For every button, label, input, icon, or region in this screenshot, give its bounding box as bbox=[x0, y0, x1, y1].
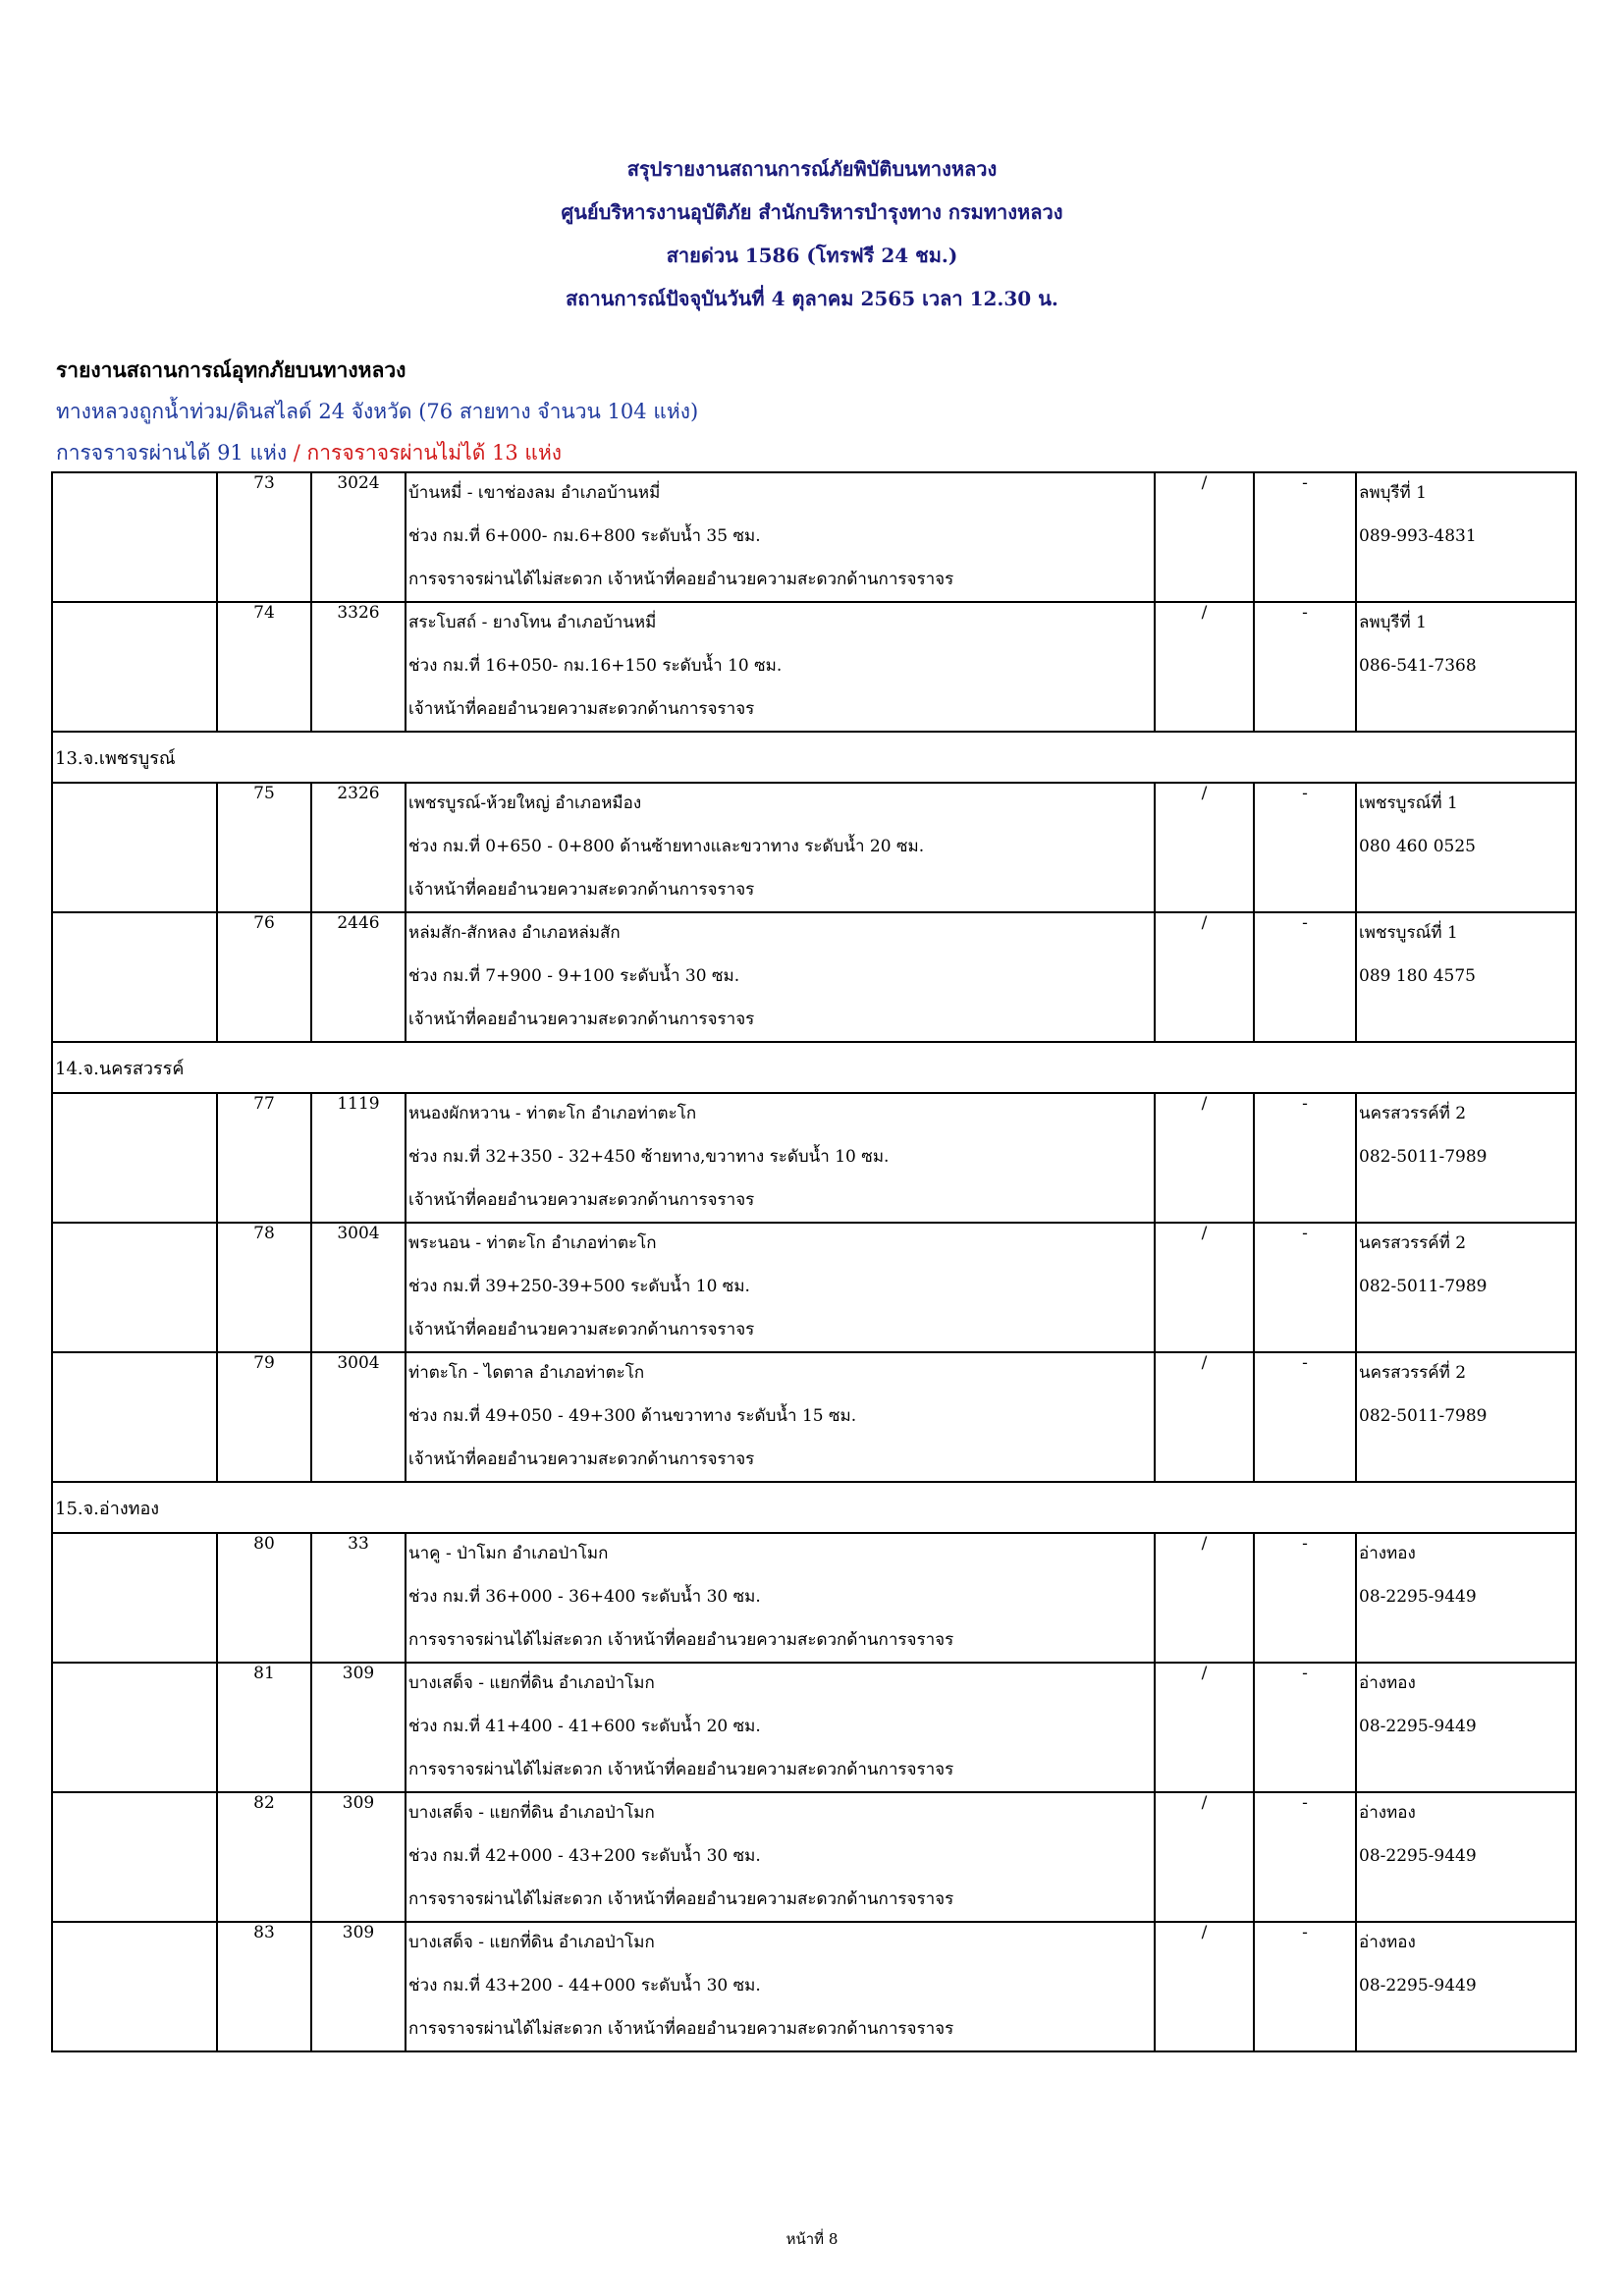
flood-report-table bbox=[51, 471, 1577, 2052]
location-description bbox=[406, 912, 1155, 1042]
contact-cell bbox=[1356, 472, 1576, 602]
impassable-count: / การจราจรผ่านไม่ได้ 13 แห่ง bbox=[287, 441, 563, 465]
route-number: 309 bbox=[311, 1663, 406, 1792]
section-title: รายงานสถานการณ์อุทกภัยบนทางหลวง bbox=[56, 357, 406, 382]
blank-cell bbox=[52, 1663, 217, 1792]
traffic-summary bbox=[56, 432, 698, 473]
location-description bbox=[406, 1352, 1155, 1482]
description-line: การจราจรผ่านได้ไม่สะดวก เจ้าหน้าที่คอยอำนวยความสะดวกด้านการจราจร bbox=[408, 1630, 954, 1650]
description-line: ช่วง กม.ที่ 6+000- กม.6+800 ระดับน้ำ 35 ซม. bbox=[408, 526, 761, 546]
office-name: นครสวรรค์ที่ 2 bbox=[1359, 1363, 1467, 1383]
description-line: การจราจรผ่านได้ไม่สะดวก เจ้าหน้าที่คอยอำนวยความสะดวกด้านการจราจร bbox=[408, 1889, 954, 1909]
contact-cell bbox=[1356, 602, 1576, 732]
description-line: บางเสด็จ - แยกที่ดิน อำเภอป่าโมก bbox=[408, 1933, 655, 1952]
description-line: เจ้าหน้าที่คอยอำนวยความสะดวกด้านการจราจร bbox=[408, 699, 755, 719]
description-line: เจ้าหน้าที่คอยอำนวยความสะดวกด้านการจราจร bbox=[408, 1320, 755, 1339]
office-name: นครสวรรค์ที่ 2 bbox=[1359, 1233, 1467, 1253]
table-row bbox=[52, 1922, 1576, 2051]
report-intro bbox=[56, 350, 698, 473]
route-number: 309 bbox=[311, 1922, 406, 2051]
blocked-mark: - bbox=[1254, 602, 1356, 732]
description-line: พระนอน - ท่าตะโก อำเภอท่าตะโก bbox=[408, 1233, 657, 1253]
phone-number: 086-541-7368 bbox=[1359, 656, 1477, 676]
item-number: 74 bbox=[217, 602, 311, 732]
blocked-mark: - bbox=[1254, 1663, 1356, 1792]
description-line: หนองผักหวาน - ท่าตะโก อำเภอท่าตะโก bbox=[408, 1104, 697, 1123]
contact-cell bbox=[1356, 912, 1576, 1042]
route-number: 3004 bbox=[311, 1223, 406, 1352]
office-name: ลพบุรีที่ 1 bbox=[1359, 613, 1427, 632]
description-line: เพชรบูรณ์-ห้วยใหญ่ อำเภอหมือง bbox=[408, 793, 642, 813]
description-line: ช่วง กม.ที่ 7+900 - 9+100 ระดับน้ำ 30 ซม. bbox=[408, 966, 740, 986]
passable-mark: / bbox=[1155, 1352, 1254, 1482]
blank-cell bbox=[52, 912, 217, 1042]
office-name: เพชรบูรณ์ที่ 1 bbox=[1359, 793, 1458, 813]
item-number: 82 bbox=[217, 1792, 311, 1922]
description-line: ช่วง กม.ที่ 39+250-39+500 ระดับน้ำ 10 ซม. bbox=[408, 1277, 750, 1296]
description-line: บางเสด็จ - แยกที่ดิน อำเภอป่าโมก bbox=[408, 1673, 655, 1693]
office-name: อ่างทอง bbox=[1359, 1544, 1416, 1563]
route-number: 309 bbox=[311, 1792, 406, 1922]
passable-mark: / bbox=[1155, 1663, 1254, 1792]
description-line: หล่มสัก-สักหลง อำเภอหล่มสัก bbox=[408, 923, 621, 943]
passable-mark: / bbox=[1155, 912, 1254, 1042]
passable-mark: / bbox=[1155, 1533, 1254, 1663]
province-label: 15.จ.อ่างทอง bbox=[52, 1482, 1576, 1533]
contact-cell bbox=[1356, 1663, 1576, 1792]
item-number: 76 bbox=[217, 912, 311, 1042]
location-description bbox=[406, 1533, 1155, 1663]
blank-cell bbox=[52, 1922, 217, 2051]
report-timestamp: สถานการณ์ปัจจุบันวันที่ 4 ตุลาคม 2565 เวลา 12.30 น. bbox=[566, 287, 1058, 310]
item-number: 75 bbox=[217, 783, 311, 912]
province-row bbox=[52, 732, 1576, 783]
page-number: หน้าที่ 8 bbox=[785, 2230, 839, 2248]
blank-cell bbox=[52, 1093, 217, 1223]
office-name: อ่างทอง bbox=[1359, 1933, 1416, 1952]
route-number: 3326 bbox=[311, 602, 406, 732]
contact-cell bbox=[1356, 1533, 1576, 1663]
phone-number: 089-993-4831 bbox=[1359, 526, 1477, 546]
description-line: ช่วง กม.ที่ 42+000 - 43+200 ระดับน้ำ 30 ซม. bbox=[408, 1846, 761, 1866]
description-line: การจราจรผ่านได้ไม่สะดวก เจ้าหน้าที่คอยอำนวยความสะดวกด้านการจราจร bbox=[408, 1760, 954, 1779]
description-line: การจราจรผ่านได้ไม่สะดวก เจ้าหน้าที่คอยอำนวยความสะดวกด้านการจราจร bbox=[408, 2019, 954, 2039]
route-number: 2326 bbox=[311, 783, 406, 912]
description-line: เจ้าหน้าที่คอยอำนวยความสะดวกด้านการจราจร bbox=[408, 1010, 755, 1029]
phone-number: 08-2295-9449 bbox=[1359, 1587, 1477, 1607]
office-name: นครสวรรค์ที่ 2 bbox=[1359, 1104, 1467, 1123]
blank-cell bbox=[52, 1352, 217, 1482]
location-description bbox=[406, 602, 1155, 732]
province-row bbox=[52, 1042, 1576, 1093]
table-row bbox=[52, 1533, 1576, 1663]
flood-summary: ทางหลวงถูกน้ำท่วม/ดินสไลด์ 24 จังหวัด (76 สายทาง จำนวน 104 แห่ง) bbox=[56, 400, 699, 423]
contact-cell bbox=[1356, 1352, 1576, 1482]
description-line: เจ้าหน้าที่คอยอำนวยความสะดวกด้านการจราจร bbox=[408, 1449, 755, 1469]
item-number: 83 bbox=[217, 1922, 311, 2051]
phone-number: 08-2295-9449 bbox=[1359, 1976, 1477, 1995]
blank-cell bbox=[52, 1223, 217, 1352]
item-number: 79 bbox=[217, 1352, 311, 1482]
description-line: นาคู - ป่าโมก อำเภอป่าโมก bbox=[408, 1544, 609, 1563]
passable-count: การจราจรผ่านได้ 91 แห่ง bbox=[56, 441, 288, 465]
phone-number: 082-5011-7989 bbox=[1359, 1147, 1488, 1167]
phone-number: 08-2295-9449 bbox=[1359, 1846, 1477, 1866]
table-row bbox=[52, 783, 1576, 912]
office-name: ลพบุรีที่ 1 bbox=[1359, 483, 1427, 503]
phone-number: 089 180 4575 bbox=[1359, 966, 1476, 986]
passable-mark: / bbox=[1155, 472, 1254, 602]
table-row bbox=[52, 1093, 1576, 1223]
phone-number: 082-5011-7989 bbox=[1359, 1277, 1488, 1296]
blocked-mark: - bbox=[1254, 1792, 1356, 1922]
passable-mark: / bbox=[1155, 1922, 1254, 2051]
description-line: ช่วง กม.ที่ 32+350 - 32+450 ซ้ายทาง,ขวาทาง ระดับน้ำ 10 ซม. bbox=[408, 1147, 890, 1167]
item-number: 77 bbox=[217, 1093, 311, 1223]
report-agency: ศูนย์บริหารงานอุบัติภัย สำนักบริหารบำรุงทาง กรมทางหลวง bbox=[561, 200, 1063, 224]
blocked-mark: - bbox=[1254, 1533, 1356, 1663]
office-name: อ่างทอง bbox=[1359, 1803, 1416, 1823]
province-label: 13.จ.เพชรบูรณ์ bbox=[52, 732, 1576, 783]
description-line: บ้านหมี่ - เขาช่องลม อำเภอบ้านหมี่ bbox=[408, 483, 661, 503]
blank-cell bbox=[52, 472, 217, 602]
description-line: ช่วง กม.ที่ 41+400 - 41+600 ระดับน้ำ 20 ซม. bbox=[408, 1717, 761, 1736]
blocked-mark: - bbox=[1254, 1352, 1356, 1482]
location-description bbox=[406, 783, 1155, 912]
location-description bbox=[406, 1792, 1155, 1922]
description-line: เจ้าหน้าที่คอยอำนวยความสะดวกด้านการจราจร bbox=[408, 1190, 755, 1210]
description-line: ช่วง กม.ที่ 16+050- กม.16+150 ระดับน้ำ 10 ซม. bbox=[408, 656, 783, 676]
contact-cell bbox=[1356, 1792, 1576, 1922]
location-description bbox=[406, 1093, 1155, 1223]
table-row bbox=[52, 1792, 1576, 1922]
blocked-mark: - bbox=[1254, 783, 1356, 912]
item-number: 78 bbox=[217, 1223, 311, 1352]
route-number: 2446 bbox=[311, 912, 406, 1042]
item-number: 73 bbox=[217, 472, 311, 602]
passable-mark: / bbox=[1155, 783, 1254, 912]
contact-cell bbox=[1356, 1922, 1576, 2051]
blocked-mark: - bbox=[1254, 1922, 1356, 2051]
description-line: ช่วง กม.ที่ 36+000 - 36+400 ระดับน้ำ 30 ซม. bbox=[408, 1587, 761, 1607]
phone-number: 08-2295-9449 bbox=[1359, 1717, 1477, 1736]
location-description bbox=[406, 472, 1155, 602]
description-line: ช่วง กม.ที่ 49+050 - 49+300 ด้านขวาทาง ระดับน้ำ 15 ซม. bbox=[408, 1406, 857, 1426]
description-line: สระโบสถ์ - ยางโทน อำเภอบ้านหมี่ bbox=[408, 613, 657, 632]
table-row bbox=[52, 472, 1576, 602]
contact-cell bbox=[1356, 783, 1576, 912]
route-number: 1119 bbox=[311, 1093, 406, 1223]
blocked-mark: - bbox=[1254, 472, 1356, 602]
location-description bbox=[406, 1223, 1155, 1352]
report-header bbox=[0, 147, 1624, 320]
table-row bbox=[52, 1663, 1576, 1792]
description-line: ช่วง กม.ที่ 43+200 - 44+000 ระดับน้ำ 30 ซม. bbox=[408, 1976, 761, 1995]
office-name: เพชรบูรณ์ที่ 1 bbox=[1359, 923, 1458, 943]
table-row bbox=[52, 1352, 1576, 1482]
blank-cell bbox=[52, 1792, 217, 1922]
office-name: อ่างทอง bbox=[1359, 1673, 1416, 1693]
description-line: การจราจรผ่านได้ไม่สะดวก เจ้าหน้าที่คอยอำนวยความสะดวกด้านการจราจร bbox=[408, 570, 954, 589]
passable-mark: / bbox=[1155, 602, 1254, 732]
phone-number: 082-5011-7989 bbox=[1359, 1406, 1488, 1426]
item-number: 81 bbox=[217, 1663, 311, 1792]
passable-mark: / bbox=[1155, 1223, 1254, 1352]
description-line: บางเสด็จ - แยกที่ดิน อำเภอป่าโมก bbox=[408, 1803, 655, 1823]
table-row bbox=[52, 912, 1576, 1042]
phone-number: 080 460 0525 bbox=[1359, 837, 1476, 856]
item-number: 80 bbox=[217, 1533, 311, 1663]
route-number: 3004 bbox=[311, 1352, 406, 1482]
description-line: ท่าตะโก - ไดตาล อำเภอท่าตะโก bbox=[408, 1363, 645, 1383]
blank-cell bbox=[52, 602, 217, 732]
route-number: 33 bbox=[311, 1533, 406, 1663]
report-title: สรุปรายงานสถานการณ์ภัยพิบัติบนทางหลวง bbox=[626, 157, 998, 181]
location-description bbox=[406, 1663, 1155, 1792]
description-line: ช่วง กม.ที่ 0+650 - 0+800 ด้านซ้ายทางและขวาทาง ระดับน้ำ 20 ซม. bbox=[408, 837, 925, 856]
route-number: 3024 bbox=[311, 472, 406, 602]
location-description bbox=[406, 1922, 1155, 2051]
passable-mark: / bbox=[1155, 1792, 1254, 1922]
contact-cell bbox=[1356, 1093, 1576, 1223]
blank-cell bbox=[52, 1533, 217, 1663]
blocked-mark: - bbox=[1254, 1223, 1356, 1352]
table-row bbox=[52, 602, 1576, 732]
passable-mark: / bbox=[1155, 1093, 1254, 1223]
table-row bbox=[52, 1223, 1576, 1352]
description-line: เจ้าหน้าที่คอยอำนวยความสะดวกด้านการจราจร bbox=[408, 880, 755, 900]
province-row bbox=[52, 1482, 1576, 1533]
province-label: 14.จ.นครสวรรค์ bbox=[52, 1042, 1576, 1093]
contact-cell bbox=[1356, 1223, 1576, 1352]
report-hotline: สายด่วน 1586 (โทรฟรี 24 ชม.) bbox=[666, 244, 958, 267]
blocked-mark: - bbox=[1254, 912, 1356, 1042]
blank-cell bbox=[52, 783, 217, 912]
blocked-mark: - bbox=[1254, 1093, 1356, 1223]
